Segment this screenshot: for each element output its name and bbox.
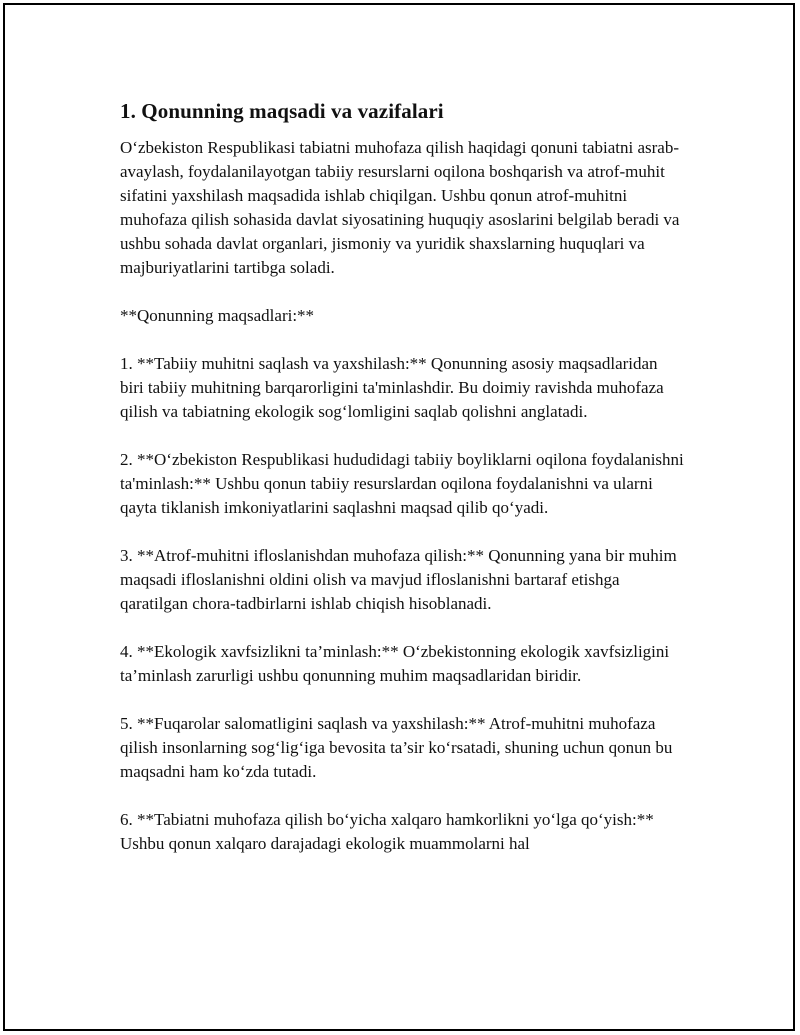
- goal-item-4: 4. **Ekologik xavfsizlikni ta’minlash:** O‘zbekistonning ekologik xavfsizligini ta’minlash zarurligi ushbu qonunning muhim maqsadlaridan biridir.: [120, 642, 670, 685]
- section-heading: 1. Qonunning maqsadi va vazifalari: [120, 99, 444, 123]
- goal-item-5: 5. **Fuqarolar salomatligini saqlash va yaxshilash:** Atrof-muhitni muhofaza qilish insonlarning sog‘lig‘iga bevosita ta’sir ko‘rsatadi, shuning uchun qonun bu maqsadni ham ko‘zda tutadi.: [120, 714, 673, 781]
- goal-item-3: 3. **Atrof-muhitni ifloslanishdan muhofaza qilish:** Qonunning yana bir muhim maqsadi ifloslanishni oldini olish va mavjud ifloslanishni bartaraf etishga qaratilgan chora-tadbirlarni ishlab chiqish hisoblanadi.: [120, 546, 677, 613]
- intro-paragraph: O‘zbekiston Respublikasi tabiatni muhofaza qilish haqidagi qonuni tabiatni asrab-avaylash, foydalanilayotgan tabiiy resurslarni oqilona boshqarish va atrof-muhit sifatini yaxshilash maqsadida ishlab chiqilgan. Ushbu qonun atrof-muhitni muhofaza qilish sohasida davlat siyosatining huquqiy asoslarini belgilab beradi va ushbu sohada davlat organlari, jismoniy va yuridik shaxslarning huquqlari va majburiyatlarini tartibga soladi.: [120, 138, 680, 277]
- goal-item-6: 6. **Tabiatni muhofaza qilish bo‘yicha xalqaro hamkorlikni yo‘lga qo‘yish:** Ushbu qonun xalqaro darajadagi ekologik muammolarni hal: [120, 810, 654, 853]
- goal-item-1: 1. **Tabiiy muhitni saqlash va yaxshilash:** Qonunning asosiy maqsadlaridan biri tabiiy muhitning barqarorligini ta'minlashdir. Bu doimiy ravishda muhofaza qilish va tabiatning ekologik sog‘lomligini saqlab qolishni anglatadi.: [120, 354, 664, 421]
- goals-subheading: **Qonunning maqsadlari:**: [120, 306, 315, 325]
- document-page: [3, 3, 795, 1031]
- document-body: [120, 98, 685, 880]
- goal-item-2: 2. **O‘zbekiston Respublikasi hududidagi tabiiy boyliklarni oqilona foydalanishni ta'minlash:** Ushbu qonun tabiiy resurslardan oqilona foydalanishni va ularni qayta tiklanish imkoniyatlarini saqlashni maqsad qilib qo‘yadi.: [120, 450, 684, 517]
